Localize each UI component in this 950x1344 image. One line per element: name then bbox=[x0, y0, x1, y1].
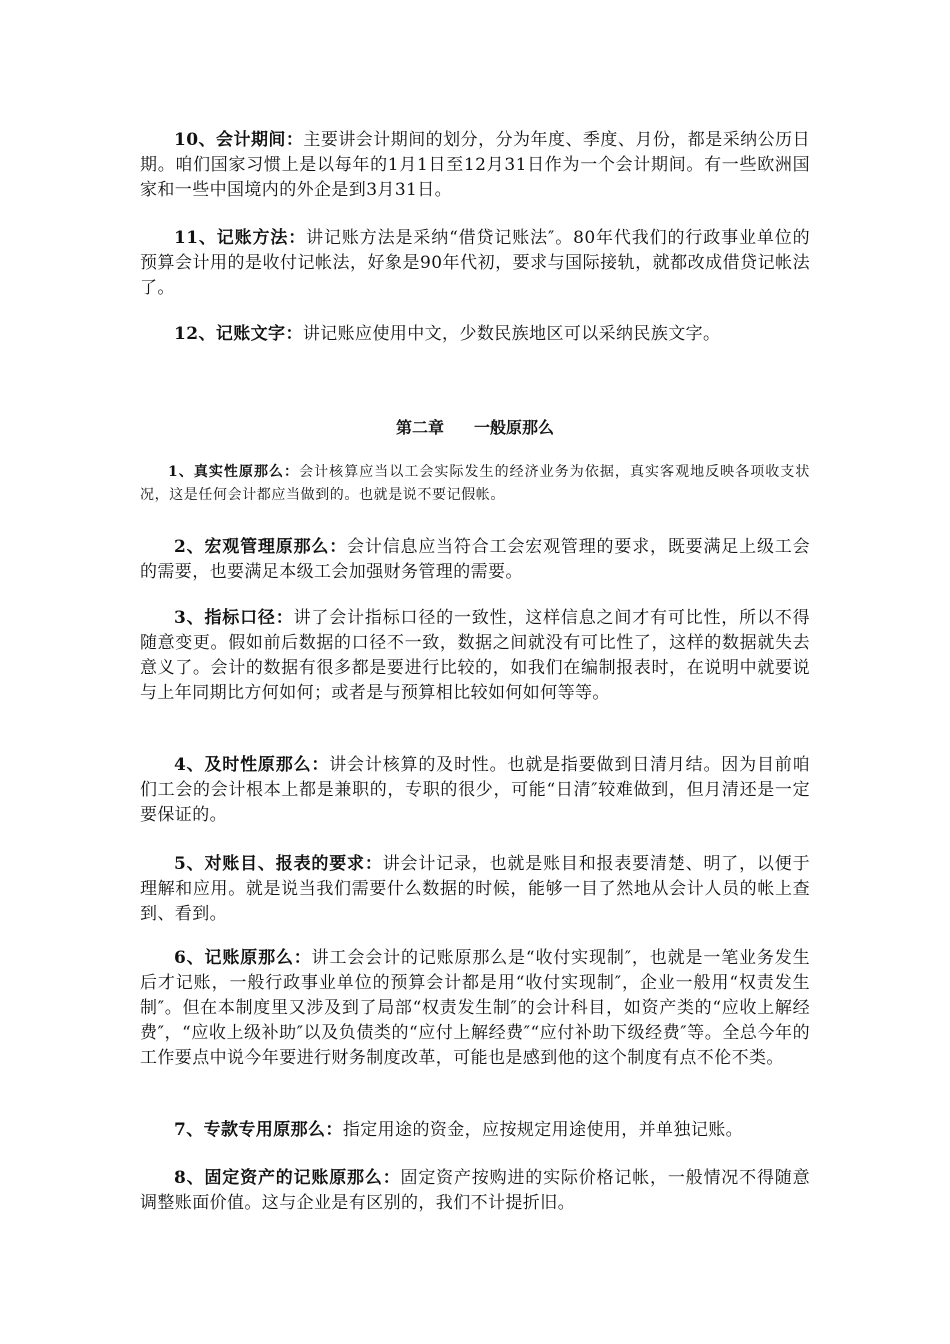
paragraph-text: 讲会计记录，也就是账目和报表要清楚、明了，以便于理解和应用。就是说当我们需要什么数据的时候，能够一目了然地从会计人员的帐上查到、看到。 bbox=[140, 854, 810, 924]
paragraph-fixed-assets bbox=[140, 1166, 810, 1216]
paragraph-text: 固定资产按购进的实际价格记帐，一般情况不得随意调整账面价值。这与企业是有区别的，我们不计提折旧。 bbox=[140, 1168, 810, 1213]
paragraph-indicator-caliber bbox=[140, 606, 810, 706]
paragraph-accounts-reports bbox=[140, 852, 810, 927]
paragraph-heading: 7、专款专用原那么： bbox=[174, 1120, 343, 1140]
paragraph-heading: 8、固定资产的记账原那么： bbox=[174, 1168, 401, 1188]
paragraph-text: 讲记账方法是采纳“借贷记账法″。80年代我们的行政事业单位的预算会计用的是收付记帐法，好象是90年代初，要求与国际接轨，就都改成借贷记帐法了。 bbox=[140, 228, 811, 298]
paragraph-text: 主要讲会计期间的划分，分为年度、季度、月份，都是采纳公历日期。咱们国家习惯上是以每年的1月1日至12月31日作为一个会计期间。有一些欧洲国家和一些中国境内的外企是到3月31日。 bbox=[140, 130, 810, 200]
paragraph-timeliness bbox=[140, 753, 810, 828]
paragraph-heading: 6、记账原那么： bbox=[174, 948, 312, 968]
paragraph-bookkeeping-method bbox=[140, 226, 810, 301]
paragraph-heading: 1、真实性原那么： bbox=[168, 464, 300, 480]
chapter-number: 第二章 bbox=[395, 418, 444, 437]
chapter-title: 一般原那么 bbox=[474, 418, 555, 437]
paragraph-text: 会计核算应当以工会实际发生的经济业务为依据，真实客观地反映各项收支状况，这是任何会计都应当做到的。也就是说不要记假帐。 bbox=[140, 464, 810, 503]
paragraph-text: 指定用途的资金，应按规定用途使用，并单独记账。 bbox=[342, 1120, 744, 1140]
paragraph-text: 讲了会计指标口径的一致性，这样信息之间才有可比性，所以不得随意变更。假如前后数据的口径不一致，数据之间就没有可比性了，这样的数据就失去意义了。会计的数据有很多都是要进行比较的，如我们在编制报表时，在说明中就要说与上年同期比方何如何；或者是与预算相比较如何如何等等。 bbox=[140, 608, 810, 703]
paragraph-heading: 10、会计期间： bbox=[174, 130, 304, 150]
paragraph-bookkeeping-language bbox=[140, 322, 810, 347]
paragraph-heading: 3、指标口径： bbox=[174, 608, 294, 628]
paragraph-macro-management bbox=[140, 535, 810, 585]
paragraph-heading: 12、记账文字： bbox=[174, 324, 303, 344]
paragraph-heading: 4、及时性原那么： bbox=[174, 755, 330, 775]
paragraph-accounting-period bbox=[140, 128, 810, 203]
chapter-heading bbox=[140, 416, 810, 440]
paragraph-heading: 2、宏观管理原那么： bbox=[174, 537, 348, 557]
paragraph-text: 讲会计核算的及时性。也就是指要做到日清月结。因为目前咱们工会的会计根本上都是兼职的，专职的很少，可能“日清″较难做到，但月清还是一定要保证的。 bbox=[140, 755, 810, 825]
paragraph-heading: 5、对账目、报表的要求： bbox=[174, 854, 383, 874]
paragraph-text: 讲工会会计的记账原那么是“收付实现制″，也就是一笔业务发生后才记账，一般行政事业单位的预算会计都是用“收付实现制″，企业一般用“权责发生制″。但在本制度里又涉及到了局部“权责发生制″的会计科目，如资产类的“应收上解经费″，“应收上级补助″以及负债类的“应付上解经费″“应付补助下级经费″等。全总今年的工作要点中说今年要进行财务制度改革，可能也是感到他的这个制度有点不伦不类。 bbox=[140, 948, 811, 1068]
paragraph-text: 讲记账应使用中文，少数民族地区可以采纳民族文字。 bbox=[302, 324, 721, 344]
paragraph-authenticity bbox=[140, 461, 810, 507]
paragraph-heading: 11、记账方法： bbox=[174, 228, 307, 248]
paragraph-recording-principle bbox=[140, 946, 810, 1071]
paragraph-text: 会计信息应当符合工会宏观管理的要求，既要满足上级工会的需要，也要满足本级工会加强财务管理的需要。 bbox=[140, 537, 810, 582]
paragraph-earmarked-funds bbox=[140, 1118, 810, 1143]
